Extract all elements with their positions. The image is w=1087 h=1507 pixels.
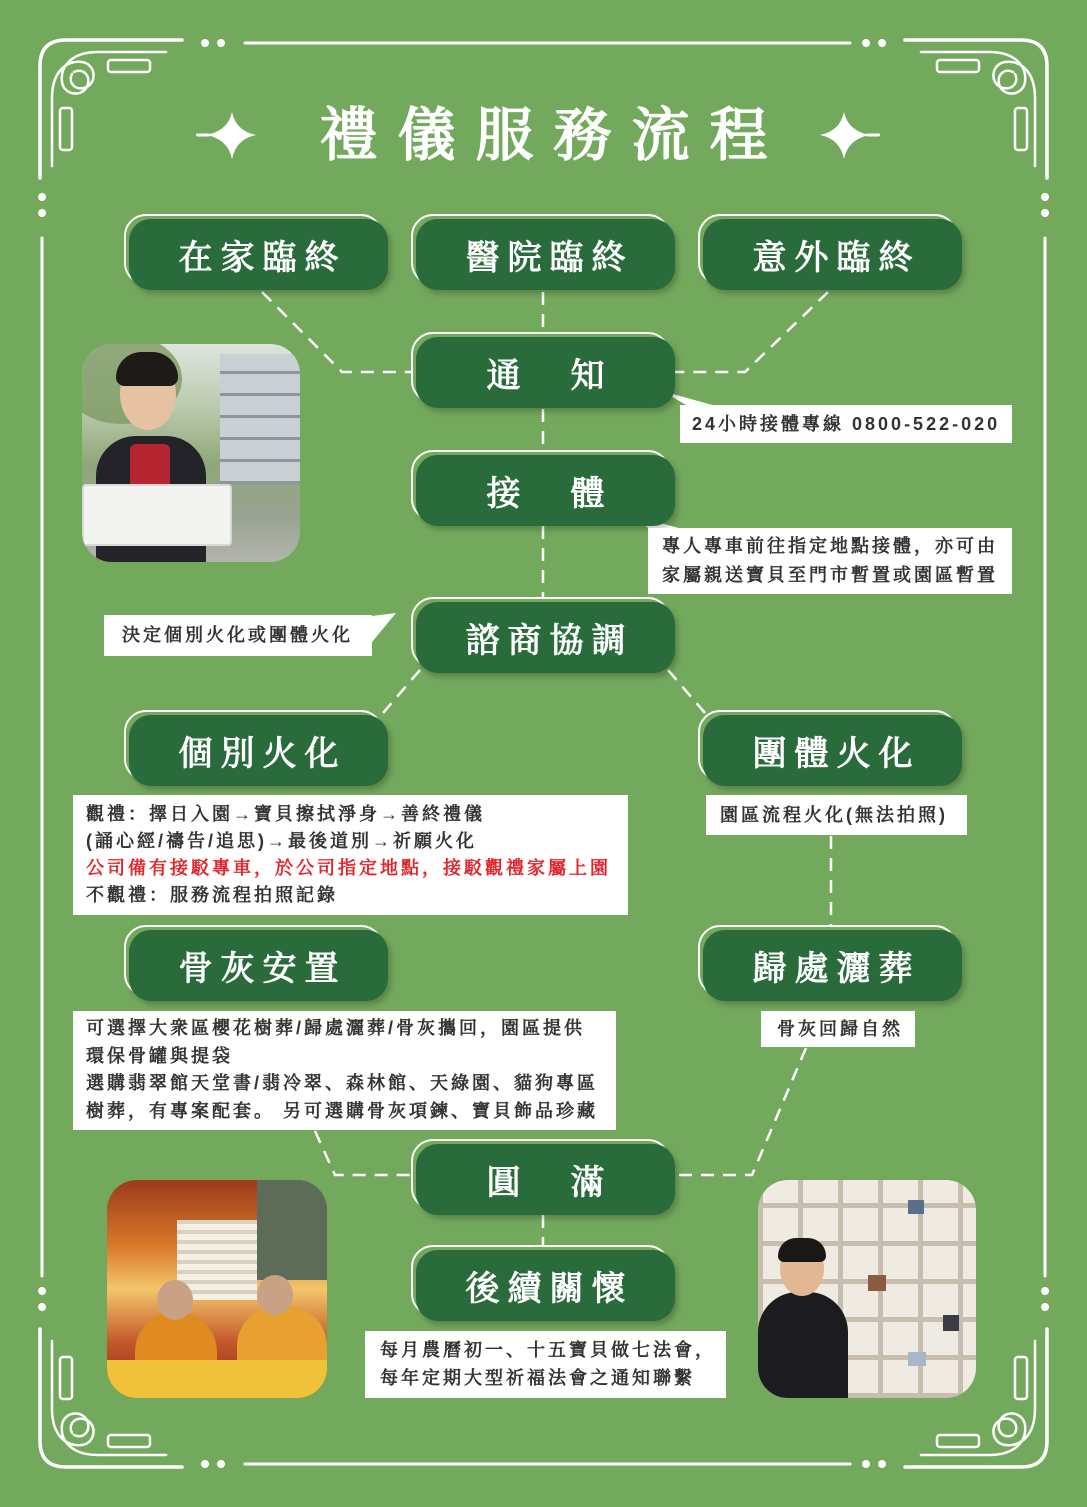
step-label: 後續關懷 [465, 1269, 634, 1309]
note-line: 樹葬，有專案配套。 另可選購骨灰項鍊、寶貝飾品珍藏 [86, 1100, 598, 1121]
step-hospital-death [416, 219, 675, 290]
step-label: 通 知 [486, 356, 613, 396]
step-label: 接 體 [486, 474, 613, 514]
photo-dharma-ceremony [107, 1180, 327, 1398]
ash-placement-note [73, 1011, 616, 1130]
note-line: 選購翡翠館天堂書/翡冷翠、森林館、天綠園、貓狗專區 [86, 1073, 598, 1093]
step-label: 圓 滿 [486, 1163, 613, 1203]
step-group-cremation [703, 715, 962, 786]
note-line: 觀禮：擇日入園→寶貝擦拭淨身→善終禮儀 [86, 804, 485, 824]
photo-shelf-item [943, 1315, 959, 1331]
step-individual-cremation [129, 715, 388, 786]
photo-monk-head-right [257, 1275, 293, 1315]
connector-accident-to-notify [675, 292, 828, 372]
step-ash-placement [129, 930, 388, 1001]
note-line: 專人專車前往指定地點接體，亦可由 [662, 536, 998, 556]
photo-person-hair [116, 352, 178, 386]
note-line: 家屬親送寶貝至門市暫置或園區暫置 [662, 565, 998, 585]
shuttle-highlight-line: 公司備有接駁專車，於公司指定地點，接駁觀禮家屬上園 [86, 858, 611, 878]
step-notify [416, 337, 675, 408]
consult-note-text: 決定個別火化或團體火化 [122, 625, 353, 645]
note-line: (誦心經/禱告/追思)→最後道別→祈願火化 [86, 831, 477, 851]
hotline-text: 24小時接體專線 0800-522-020 [692, 413, 1001, 434]
step-label: 團體火化 [752, 734, 921, 774]
consult-note-tail [372, 613, 396, 642]
note-line: 可選擇大衆區櫻花樹葬/歸處灑葬/骨灰攜回，園區提供 [86, 1018, 585, 1038]
step-label: 諮商協調 [465, 621, 634, 661]
group-cremation-note [706, 795, 967, 835]
aftercare-note [365, 1331, 726, 1398]
photo-shelf-item [908, 1352, 926, 1366]
page-title: 禮儀服務流程 [319, 101, 788, 169]
photo-monk-head-left [157, 1280, 193, 1320]
step-label: 骨灰安置 [178, 949, 347, 989]
photo-shelf-item [908, 1200, 924, 1214]
step-accident-death [703, 219, 962, 290]
photo-person-hair [778, 1238, 826, 1262]
connector-consult-to-group [668, 670, 705, 713]
step-label: 醫院臨終 [465, 238, 634, 278]
note-line: 每年定期大型祈福法會之通知聯繫 [380, 1368, 695, 1388]
note-line: 每月農曆初一、十五寶貝做七法會， [380, 1340, 716, 1360]
photo-person-body [758, 1292, 848, 1398]
scatter-burial-note [761, 1011, 915, 1047]
hotline-note [680, 405, 1012, 443]
note-line: 環保骨罐與提袋 [86, 1045, 233, 1066]
connector-scatter-to-completion [675, 1048, 806, 1175]
step-label: 歸處灑葬 [752, 949, 921, 989]
pickup-note [648, 528, 1012, 594]
photo-shelf-item [868, 1275, 886, 1291]
step-scatter-burial [703, 930, 962, 1001]
connector-placement-to-completion [315, 1131, 411, 1175]
step-pickup [416, 455, 675, 526]
photo-white-box [82, 484, 232, 546]
photo-memorial-shelves [758, 1180, 976, 1398]
group-note-text: 園區流程火化(無法拍照) [720, 804, 948, 825]
step-consult [416, 602, 675, 673]
step-home-death [129, 219, 388, 290]
step-completion [416, 1144, 675, 1215]
step-aftercare [416, 1250, 675, 1321]
connector-consult-to-individual [383, 670, 420, 713]
photo-window [257, 1180, 327, 1280]
photo-building [220, 354, 300, 484]
scatter-note-text: 骨灰回歸自然 [777, 1018, 903, 1039]
individual-cremation-note [73, 795, 628, 915]
step-label: 意外臨終 [752, 238, 921, 278]
photo-staff-carrying-box [82, 344, 300, 562]
consult-note [104, 615, 372, 656]
note-line: 不觀禮：服務流程拍照記錄 [86, 885, 338, 905]
photo-offering-table [107, 1360, 327, 1398]
step-label: 個別火化 [178, 734, 347, 774]
step-label: 在家臨終 [178, 238, 347, 278]
